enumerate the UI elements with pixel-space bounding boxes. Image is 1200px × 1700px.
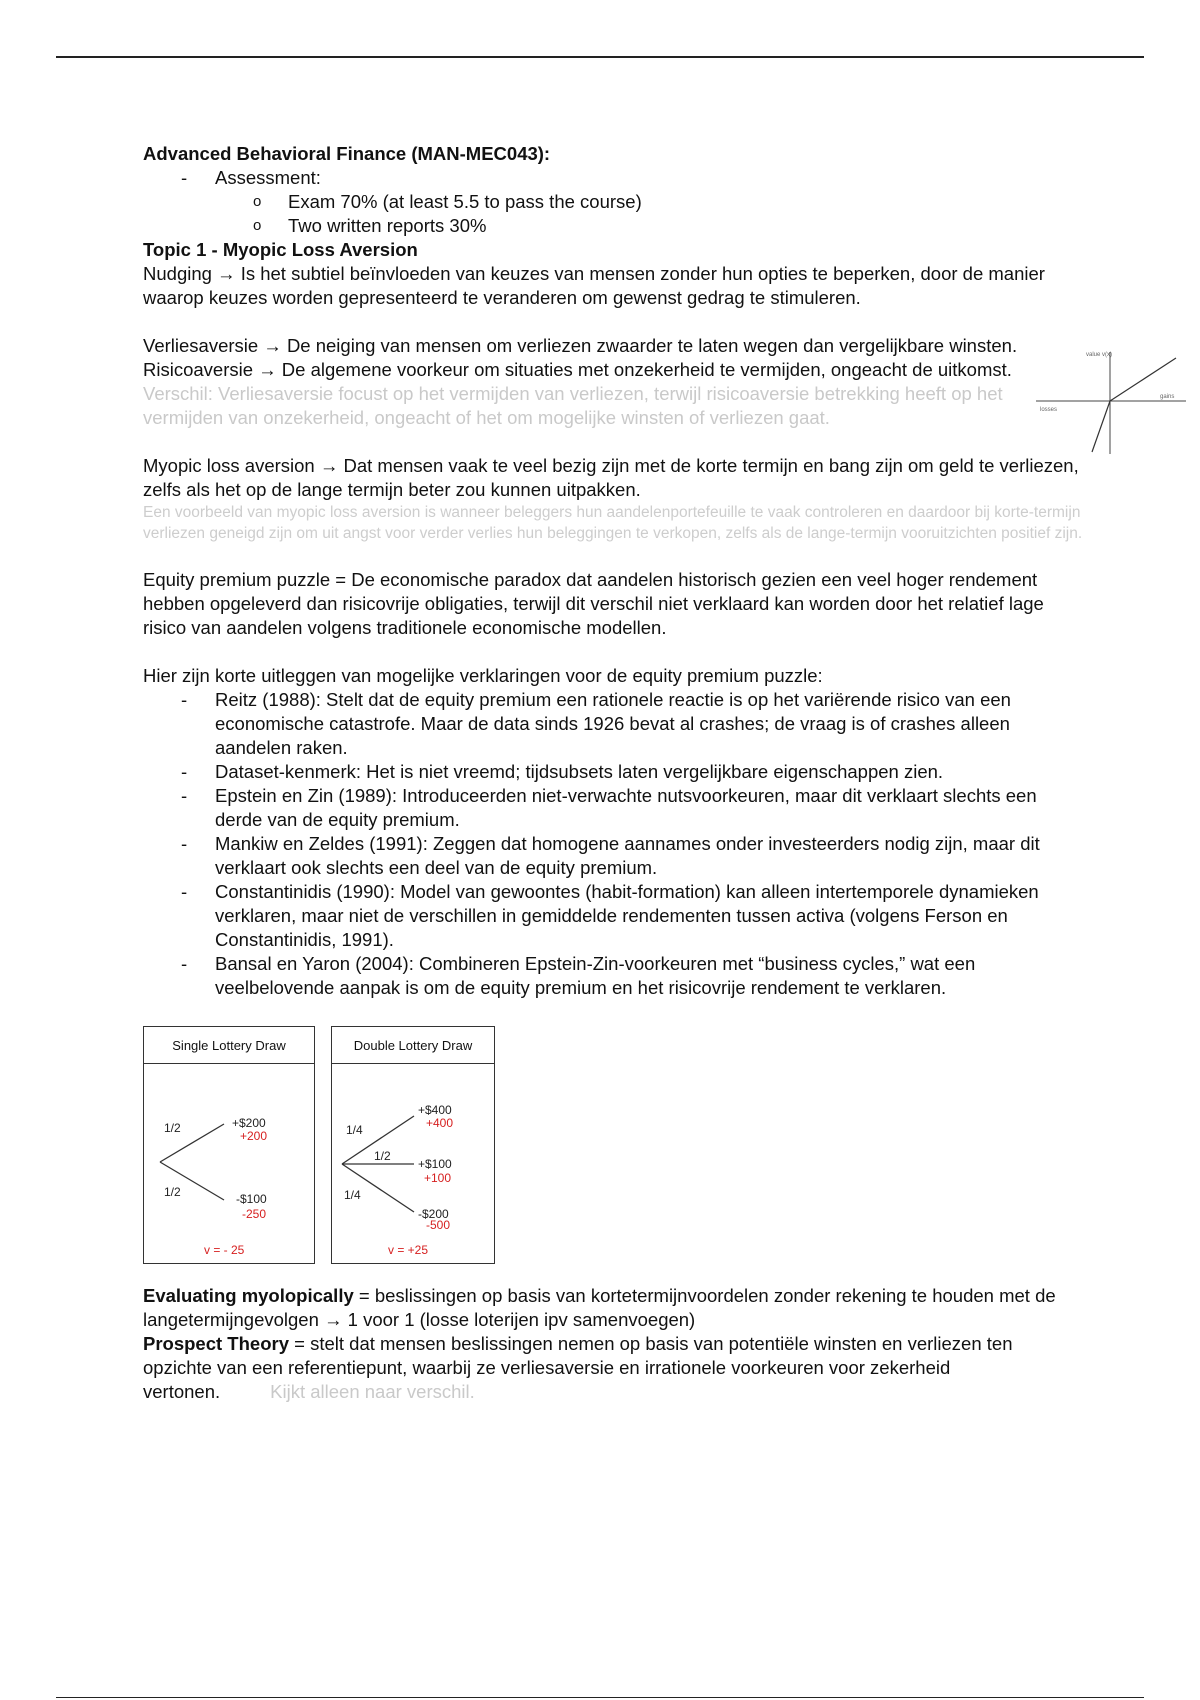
explanations-intro: Hier zijn korte uitleggen van mogelijke verklaringen voor de equity premium puzzle: [143,665,823,686]
assessment-item: o Two written reports 30% [143,214,1083,238]
prob-label: 1/2 [164,1185,181,1199]
list-item: - Epstein en Zin (1989): Introduceerden niet-verwachte nutsvoorkeuren, maar dit verklaart slechts een derde van de equity premium. [143,784,1083,832]
evaluating-text: = beslissingen op basis van kortetermijnvoordelen zonder rekening te houden met de langetermijngevolgen → 1 voor 1 (losse loterijen ipv samenvoegen) [143,1285,1056,1330]
list-item: - Reitz (1988): Stelt dat de equity premium een rationele reactie is op het variërende risico van een economische catastrofe. Maar de data sinds 1926 bevat al crashes; de vraag is of crashes alleen aandelen raken. [143,688,1083,760]
list-item: - Bansal en Yaron (2004): Combineren Epstein-Zin-voorkeuren met “business cycles,” wat een veelbelovende aanpak is om de equity premium en het risicovrije rendement te verklaren. [143,952,1083,1000]
value-label: -500 [426,1218,451,1232]
outcome-label: +$200 [232,1116,266,1130]
double-lottery-tree [332,1064,493,1268]
gains-axis-label: gains [1160,394,1175,400]
value-label: +100 [424,1171,452,1185]
evaluating-term: Evaluating myolopically [143,1285,354,1306]
value-function-graph [1030,348,1190,458]
myopic-example: Een voorbeeld van myopic loss aversion is wanneer beleggers hun aandelenportefeuille te vaak controleren en daardoor bij korte-termijn verliezen geneigd zijn om uit angst voor verder verlies hun beleggingen te verkopen, zelfs als de lange-termijn vooruitzichten positief zijn. [143,504,1083,542]
document-body [143,142,1083,1404]
assessment-items [143,190,1083,238]
outcome-label: +$100 [418,1157,452,1171]
prospect-note: Kijkt alleen naar verschil. [270,1381,475,1402]
value-label: +400 [426,1116,454,1130]
course-title: Advanced Behavioral Finance (MAN-MEC043): [143,143,551,164]
verliesaversie-definition: Verliesaversie → De neiging van mensen om verliezen zwaarder te laten wegen dan vergelijkbare winsten. [143,335,1018,356]
list-item: - Dataset-kenmerk: Het is niet vreemd; tijdsubsets laten vergelijkbare eigenschappen zien. [143,760,1083,784]
risicoaversie-definition: Risicoaversie → De algemene voorkeur om situaties met onzekerheid te vermijden, ongeacht de uitkomst. [143,359,1012,380]
value-axis-label: value v(x) [1086,352,1113,358]
explanations-list [143,688,1083,1000]
assessment-label: - Assessment: [143,166,1083,190]
myopic-definition: Myopic loss aversion → Dat mensen vaak te veel bezig zijn met de korte termijn en bang zijn om geld te verliezen, zelfs als het op de lange termijn beter zou kunnen uitpakken. [143,455,1079,500]
expected-value: v = - 25 [204,1243,245,1257]
prob-label: 1/2 [374,1149,391,1163]
nudging-definition: Nudging → Is het subtiel beïnvloeden van keuzes van mensen zonder hun opties te beperken, door de manier waarop keuzes worden gepresenteerd te veranderen om gewenst gedrag te stimuleren. [143,263,1045,308]
lottery-diagrams [143,1026,1083,1264]
value-label: +200 [240,1129,268,1143]
prospect-term: Prospect Theory [143,1333,289,1354]
equity-premium-definition: Equity premium puzzle = De economische paradox dat aandelen historisch gezien een veel hoger rendement hebben opgeleverd dan risicovrije obligaties, terwijl dit verschil niet verklaard kan worden door het relatief lage risico van aandelen volgens traditionele economische modellen. [143,569,1044,638]
losses-axis-label: losses [1040,407,1058,413]
prob-label: 1/2 [164,1121,181,1135]
outcome-label: -$200 [418,1207,449,1221]
topic-title: Topic 1 - Myopic Loss Aversion [143,239,418,260]
single-lottery-box [143,1026,315,1264]
outcome-label: +$400 [418,1103,452,1117]
value-curve-losses [1092,401,1110,452]
double-lottery-title: Double Lottery Draw [332,1027,494,1064]
difference-note: Verschil: Verliesaversie focust op het vermijden van verliezen, terwijl risicoaversie betrekking heeft op het vermijden van onzekerheid, ongeacht of het om mogelijke winsten of verliezen gaat. [143,383,1003,428]
outcome-label: -$100 [236,1192,267,1206]
double-lottery-box [331,1026,495,1264]
prospect-definition [143,1332,1083,1404]
evaluating-definition [143,1284,1083,1332]
single-lottery-tree [144,1064,313,1268]
assessment-item: o Exam 70% (at least 5.5 to pass the course) [143,190,1083,214]
single-lottery-title: Single Lottery Draw [144,1027,314,1064]
prospect-text: = stelt dat mensen beslissingen nemen op basis van potentiële winsten en verliezen ten opzichte van een referentiepunt, waarbij ze verliesaversie en irrationele voorkeuren voor zekerheid vertonen. [143,1333,1013,1402]
value-label: -250 [242,1207,267,1221]
expected-value: v = +25 [388,1243,429,1257]
prob-label: 1/4 [346,1123,363,1137]
list-item: - Constantinidis (1990): Model van gewoontes (habit-formation) kan alleen intertemporele dynamieken verklaren, maar niet de verschillen in gemiddelde rendementen tussen activa (volgens Ferson en Constantinidis, 1991). [143,880,1083,952]
assessment-list [143,166,1083,190]
bottom-rule [56,1697,1144,1698]
list-item: - Mankiw en Zeldes (1991): Zeggen dat homogene aannames onder investeerders nodig zijn, maar dit verklaart ook slechts een deel van de equity premium. [143,832,1083,880]
prob-label: 1/4 [344,1188,361,1202]
top-rule [56,56,1144,58]
